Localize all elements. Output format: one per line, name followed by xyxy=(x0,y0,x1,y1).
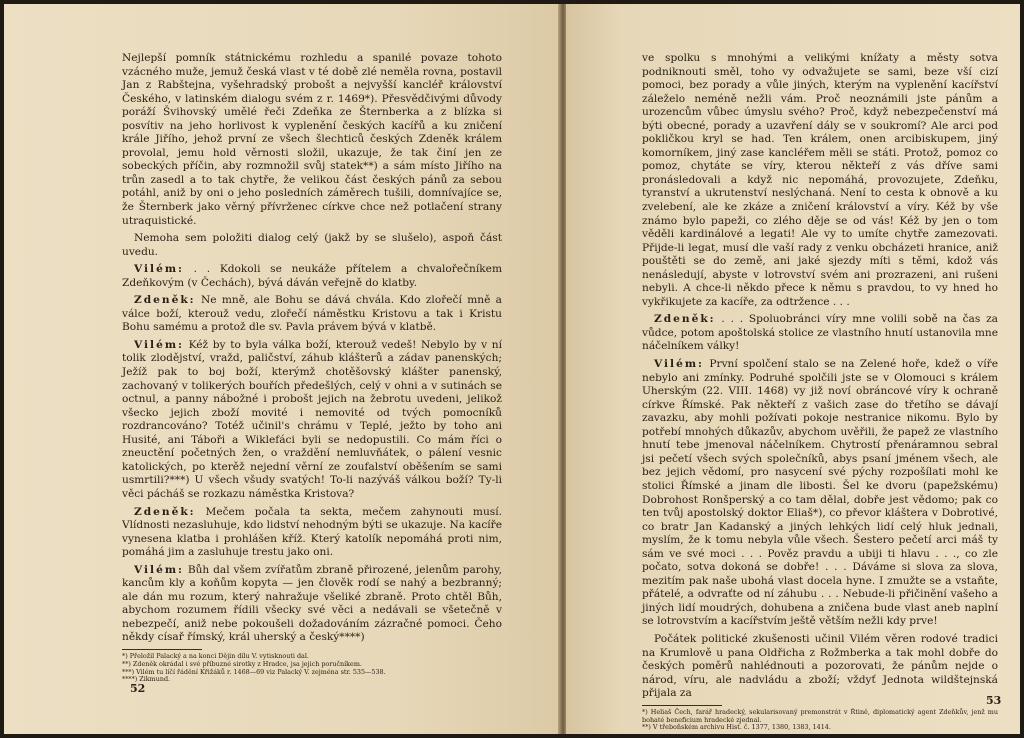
footnote: ****) Zikmund. xyxy=(122,675,171,684)
left-dialog-line: Zdeněk: Ne mně, ale Bohu se dává chvála. Kdo zlořečí mně a válce boží, kterouž vedu, zlořečí náměstku Kristovu a tak i Kristu Bohu samému a protož dle sv. Pavla právem bývá v klatbě. xyxy=(122,294,503,334)
footnote: **) V třeboňském archivu Hist. č. 1377, 1380, 1383, 1414. xyxy=(642,723,831,732)
page-number-right: 53 xyxy=(986,694,1002,707)
right-dialog-line: Zdeněk: . . . Spoluobránci víry mne volili sobě na čas za vůdce, potom apoštolská stolice ze vlastního hnutí ustanovila mne náčelníkem války! xyxy=(642,313,998,353)
footnote: *) Heliaš Čech, farář hradecký, sekularisovaný premonstrát v Řtině, diplomatický agent Zdeňkův, jenž mu bohaté beneficium hradecké zjednal. xyxy=(642,707,998,724)
footnote: **) Zdeněk okrádal i své příbuzné sirotky z Hradce, jsa jejich poručníkem. xyxy=(122,659,362,668)
left-footnotes xyxy=(122,653,502,684)
left-dialog-line: Vilém: Bůh dal všem zvířatům zbraně přirozené, jelenům parohy, kancům kly a koňům kopyta — jen člověk rodí se nahý a bezbranný; ale dán mu rozum, který nahražuje všeliké zbraně. Proto chtěl Bůh, abychom rozumem řídili všecky své věci a nedávali se všetečně v nebezpečí, aniž nebe pokoušeli dožadováním zázračné pomoci. Čeho někdy císař římský, král uherský a český****) xyxy=(122,563,503,644)
speaker-name: Zdeněk: xyxy=(654,313,716,326)
footnote-divider xyxy=(122,649,202,650)
right-paragraph-continued: ve spolku s mnohými a velikými knížaty a městy sotva podniknouti směl, toho vy odvažujete se sami, beze vší cizí pomoci, bez porady a vůle jiných, kterým na vyplenění kacířství záleželo neméně nežli vám. Proč neoznámili jste pánům a urozencům vůbec úmyslu svého? Proč, když nebezpečenství má býti obecné, porady a uzavření dály se v soukromí? Ale arci pod pokličkou kryl se had. Ten králem, onen arcibiskupem, jiný komorníkem, jiný zase kancléřem měli se státi. Protož, pomoz co pomoz, chytáte se víry, kterou někteří z vás dříve sami pronásledovali a když nic nepomáhá, provozujete, Zdeňku, tyranství a ukrutenství neslýchaná. Není to cesta k obnově a ku zvelebení, ale ke zkáze a zničení království a víry. Kéž by vše známo bylo papeži, co zlého děje se od vás! Kéž by jen o tom věděli kardinálové a legati! Ale vy to umíte chytře zamezovati. Přijde-li legat, musí dle vaší rady z venku obcházeti hranice, aniž pouštěti se do země, ani jaké sjezdy míti s těmi, kdož vás nenásledují, abyste v lotrovství svém ani prozrazeni, ani rušeni nebyli. A chce-li někdo přece k němu s pravdou, to vy hned ho vykřikujete za kacíře, za odtržence . . . xyxy=(642,52,998,308)
footnote: ***) Vilém tu líčí řádění Křižáků r. 1468—69 viz Palacký V. zejména str. 535—538. xyxy=(122,667,386,676)
left-paragraph-dialog-intro: Nemoha sem položiti dialog celý (jakž by se slušelo), aspoň část uvedu. xyxy=(122,232,502,258)
footnote-divider xyxy=(642,705,722,706)
speaker-name: Vilém: xyxy=(134,263,184,276)
speaker-name: Zdeněk: xyxy=(134,505,196,518)
right-dialog-line: Vilém: První spolčení stalo se na Zelené hoře, kdež o víře nebylo ani zmínky. Podruhé spolčili jste se v Olomouci s králem Uherským (22. VIII. 1468) vy již noví obráncové víry k ochraně církve Římské. Pak někteří z vašich zase do třetího se dávají zavazku, aby mohli požívati pokoje nestranice nikomu. Bylo by potřebí mnohých důkazův, abychom uvěřili, že papež ze vlastního hnutí tebe jmenoval náčelníkem. Chytrostí přenáramnou sebral jsi pečetí všech svých společníků, abys psaní jménem všech, ale bez jejich vědomí, pro nasycení své pýchy rozpošílati mohl ke stolici Římské a jinam dle libosti. Šel ke dvoru (papežskému) Dobrohost Ronšperský a co tam dělal, dobře jest vědomo; pak co ten tvůj apostolský doktor Eliaš*), co převor kláštera v Dobrotivé, co bratr Jan Kadanský a jiných lehkých lidí celý hluk jednali, myslím, že k tomu nebyla vůle všech. Šestero pečetí arci máš ty sám ve své moci . . . Pověz pravdu a ubiji ti hlavu . . ., co zle počato, sotva dokoná se dobře! . . . Dáváme si slova za slova, mezitím pak naše ubohá vlast docela hyne. I zmužte se a vstaňte, přátelé, a odvraťte od ní záhubu . . . Nebude-li přičinění vašeho a jiných lidí moudrých, dohubena a zničena bude vlast aneb naplní se lotrovstvím a kacířstvím ještě větším nežli kdy prve! xyxy=(642,358,998,628)
speaker-name: Vilém: xyxy=(134,338,184,351)
right-page xyxy=(566,4,1020,734)
right-paragraph-closing: Počátek politické zkušenosti učinil Vilém věren rodové tradici na Krumlově u pana Oldřicha z Rožmberka a tak mohl dobře do českých poměrů nahlédnouti a pozorovati, že pánům nejde o národ, víru, ale nadvládu a zboží; vždyť Jednota wildštejnská přijala za xyxy=(642,632,998,700)
left-dialog-line: Zdeněk: Mečem počala ta sekta, mečem zahynouti musí. Vlídnosti nezasluhuje, kdo lidství nehodným býti se ukazuje. Na kacíře vynesena klatba i prohlášen kříž. Který katolík nepomáhá proti nim, pomáhá jim a zasluhuje trestu jako oni. xyxy=(122,505,502,559)
left-page xyxy=(4,4,560,734)
left-dialog-line: Vilém: Kéž by to byla válka boží, kterouž vedeš! Nebylo by v ní tolik zlodějství, vražd, paličství, záhub klášterů a zádav panenských; Ježíž pak to boj boží, kterýmž chotěšovský klášter panenský, zachovaný v tolikerých bouřích předešlých, celý v ohni a v sutinách se octnul, a panny nábožné i probošt jejich na žebrotu uvedeni, jelikož všecko jejich zboží movité i nemovité od tvých pomocníků rozdrancováno? Totéž učinil's chrámu v Teplé, ježto by toho ani Husité, ani Táboři a Wiklefáci byli se nedopustili. Co mám říci o zneuctění početných žen, o vraždění nemluvňátek, o pálení vesnic katolických, po kterěž nejední věrní ze zoufalství oběšením se sami usmrtili?***) U všech všudy svatých! To-li nazýváš válkou boží? Ty-li věci pácháš se rozkazu náměstka Kristova? xyxy=(122,338,503,500)
speaker-name: Vilém: xyxy=(654,358,704,371)
speaker-name: Vilém: xyxy=(134,563,184,576)
left-text-column xyxy=(122,52,502,684)
book-spread xyxy=(4,4,1020,734)
left-dialog-line: Vilém: . . Kdokoli se neukáže přítelem a chvalořečníkem Zdeňkovým (v Čechách), bývá dáván veřejně do klatby. xyxy=(122,263,502,289)
right-footnotes xyxy=(642,709,998,732)
footnote: *) Přeložil Palacký a na konci Dějin dílu V. vytisknouti dal. xyxy=(122,651,309,660)
left-paragraph-intro: Nejlepší pomník státnickému rozhledu a spanilé povaze tohoto vzácného muže, jemuž česká vlast v té době zlé neměla rovna, postavil Jan z Rabštejna, vyšehradský probošt a nejvyšší kancléř království Českého, v latinském dialogu svém z r. 1469*). Přesvědčivými důvody poráží Švihovský umělé řeči Zdeňka ze Šternberka a z blízka si posvítiv na jeho horlivost k vyplenění českých kacířů a ku zničení krále Jiřího, jehož první ze všech šlechticů českých Zdeněk králem provolal, jemu hold věrnosti složil, ukazuje, že tak činí jen ze sobeckých příčin, aby rozmnožil svůj statek**) a sám místo Jiřího na trůn zasedl a to tak chytře, že velikou část českých pánů za sebou potáhl, aniž by oni o jeho posledních záměrech tušili, domnívajíce se, že Šternberk jako věrný přívrženec církve chce než potlačení strany utraquistické. xyxy=(122,52,502,227)
speaker-name: Zdeněk: xyxy=(134,294,196,307)
page-number-left: 52 xyxy=(130,682,146,695)
right-text-column xyxy=(642,52,998,732)
